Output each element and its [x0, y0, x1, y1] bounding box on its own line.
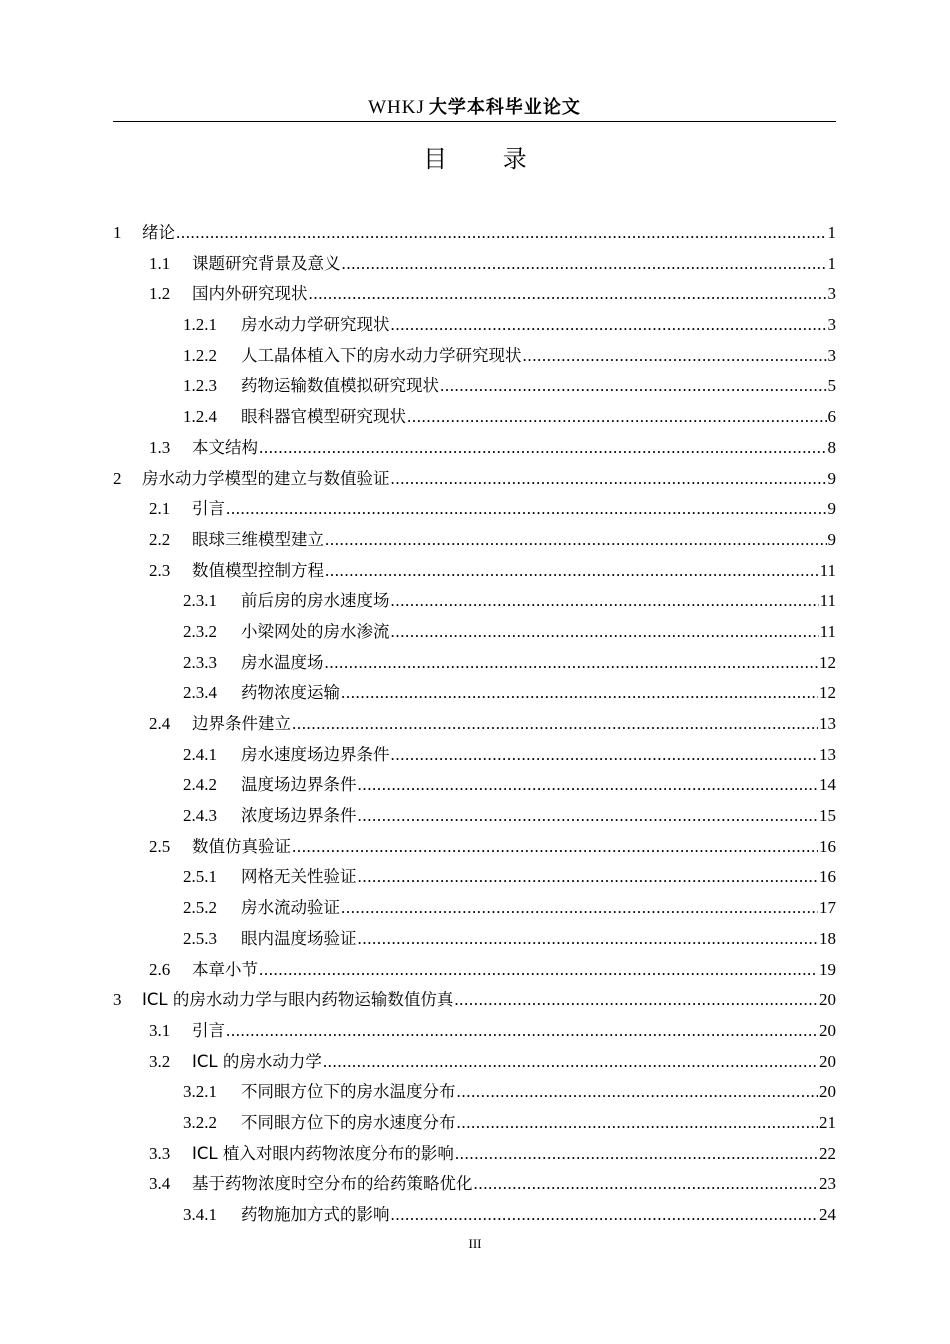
toc-dot-leader: [391, 740, 819, 771]
toc-entry-page: 24: [819, 1205, 836, 1224]
toc-dot-leader: [325, 648, 819, 679]
toc-entry-page: 22: [819, 1143, 836, 1163]
toc-entry[interactable]: [113, 678, 836, 709]
toc-entry[interactable]: [113, 1200, 836, 1231]
toc-entry-number: 1.2.2: [183, 345, 217, 365]
toc-entry-page: 16: [819, 836, 836, 856]
toc-entry[interactable]: [113, 1108, 836, 1139]
toc-entry-title: 本文结构: [192, 437, 258, 457]
toc-entry-number: 3.3: [149, 1143, 171, 1163]
toc-entry-number: 3.2.2: [183, 1112, 217, 1132]
toc-entry-number: 3.2: [149, 1051, 171, 1071]
toc-dot-leader: [358, 801, 819, 832]
toc-entry[interactable]: [113, 433, 836, 464]
toc-entry-page: 12: [819, 652, 836, 672]
toc-entry-title: 不同眼方位下的房水温度分布: [241, 1082, 456, 1102]
toc-entry-title: 眼内温度场验证: [241, 928, 357, 948]
toc-entry-number: 2.5.2: [183, 898, 217, 918]
toc-entry-number: 2.2: [149, 529, 171, 549]
toc-entry-number: 2.5: [149, 836, 171, 856]
toc-entry-page: 5: [827, 376, 836, 396]
toc-entry[interactable]: [113, 218, 836, 249]
toc-entry-number: 2.5.1: [183, 867, 217, 887]
toc-entry-number: 2.4.2: [183, 775, 217, 795]
toc-entry-number: 1.2.1: [183, 315, 217, 335]
toc-entry[interactable]: [113, 740, 836, 771]
toc-entry-number: 1.2.3: [183, 376, 217, 396]
toc-entry-title: 国内外研究现状: [192, 284, 308, 304]
toc-dot-leader: [309, 279, 827, 310]
toc-dot-leader: [341, 893, 818, 924]
toc-entry-title: 房水流动验证: [241, 898, 340, 918]
toc-dot-leader: [391, 464, 827, 495]
toc-entry[interactable]: [113, 801, 836, 832]
toc-entry[interactable]: [113, 617, 836, 648]
toc-entry-number: 2.4.1: [183, 744, 217, 764]
toc-entry-page: 9: [827, 499, 836, 519]
toc-dot-leader: [474, 1169, 819, 1200]
toc-dot-leader: [358, 924, 819, 955]
toc-dot-leader: [176, 218, 827, 249]
toc-entry[interactable]: [113, 310, 836, 341]
toc-entry-page: 20: [819, 1051, 836, 1071]
page-number: III: [468, 1236, 482, 1251]
toc-entry[interactable]: [113, 525, 836, 556]
toc-entry-title: 药物施加方式的影响: [241, 1205, 390, 1224]
toc-entry-number: 3.2.1: [183, 1082, 217, 1102]
toc-dot-leader: [391, 310, 827, 341]
toc-dot-leader: [226, 494, 827, 525]
toc-entry-number: 2.6: [149, 959, 171, 979]
toc-entry[interactable]: [113, 586, 836, 617]
toc-dot-leader: [457, 1077, 819, 1108]
toc-entry-number: 3.4: [149, 1174, 171, 1194]
toc-entry-page: 21: [819, 1112, 836, 1132]
toc-entry-page: 9: [827, 468, 836, 488]
toc-entry-number: 2.4.3: [183, 806, 217, 826]
table-of-contents: [113, 218, 836, 1231]
toc-entry-page: 13: [819, 744, 836, 764]
toc-dot-leader: [457, 1108, 819, 1139]
toc-dot-leader: [259, 955, 818, 986]
toc-entry-page: 9: [827, 529, 836, 549]
toc-entry-title: 数值仿真验证: [192, 836, 291, 856]
toc-entry-page: 11: [819, 621, 836, 641]
toc-dot-leader: [454, 985, 818, 1016]
toc-entry-title: 课题研究背景及意义: [192, 253, 341, 273]
toc-entry-number: 2.3: [149, 560, 171, 580]
toc-dot-leader: [342, 249, 827, 280]
toc-entry-number: 2.3.2: [183, 621, 217, 641]
toc-dot-leader: [226, 1016, 818, 1047]
toc-dot-leader: [325, 525, 827, 556]
toc-entry[interactable]: [113, 556, 836, 587]
toc-entry-title: 数值模型控制方程: [192, 560, 324, 580]
toc-entry-number: 2.3.1: [183, 591, 217, 611]
toc-entry-title: 房水动力学模型的建立与数值验证: [142, 468, 390, 488]
toc-entry-page: 19: [819, 959, 836, 979]
toc-entry[interactable]: [113, 279, 836, 310]
toc-entry-title: 浓度场边界条件: [241, 806, 357, 826]
toc-entry[interactable]: [113, 1139, 836, 1170]
toc-entry[interactable]: [113, 1016, 836, 1047]
toc-entry-page: 1: [827, 223, 836, 242]
toc-entry-title: ICL 的房水动力学: [192, 1051, 322, 1071]
toc-entry[interactable]: [113, 709, 836, 740]
toc-entry-title: 房水温度场: [241, 652, 324, 672]
toc-dot-leader: [358, 770, 819, 801]
toc-dot-leader: [292, 832, 818, 863]
toc-entry-title: 小梁网处的房水渗流: [241, 621, 390, 641]
toc-entry-title: 绪论: [142, 223, 175, 242]
toc-entry-page: 20: [819, 1082, 836, 1102]
toc-entry-page: 3: [827, 284, 836, 304]
toc-entry-page: 23: [819, 1174, 836, 1194]
toc-entry-page: 20: [819, 1020, 836, 1040]
toc-entry[interactable]: [113, 770, 836, 801]
toc-entry[interactable]: [113, 924, 836, 955]
toc-entry-title: 房水速度场边界条件: [241, 744, 390, 764]
toc-heading: 目 录: [423, 145, 551, 173]
toc-entry[interactable]: [113, 862, 836, 893]
toc-dot-leader: [407, 402, 827, 433]
toc-entry-number: 2.1: [149, 499, 171, 519]
toc-entry-title: 本章小节: [192, 959, 258, 979]
toc-entry-title: 温度场边界条件: [241, 775, 357, 795]
toc-entry-title: 引言: [192, 499, 225, 519]
toc-entry[interactable]: [113, 464, 836, 495]
toc-entry-title: 边界条件建立: [192, 714, 291, 733]
header-school-abbrev: WHKJ: [368, 97, 425, 118]
toc-entry-number: 1: [113, 223, 122, 242]
toc-entry-title: ICL 植入对眼内药物浓度分布的影响: [192, 1143, 454, 1163]
toc-entry-title: 人工晶体植入下的房水动力学研究现状: [241, 345, 522, 365]
toc-entry-page: 8: [827, 437, 836, 457]
toc-dot-leader: [323, 1047, 818, 1078]
toc-dot-leader: [455, 1139, 818, 1170]
toc-entry-title: 眼科器官模型研究现状: [241, 407, 406, 427]
running-header: [113, 94, 836, 122]
toc-entry[interactable]: [113, 648, 836, 679]
toc-entry-number: 1.2.4: [183, 407, 217, 427]
toc-entry-page: 1: [827, 253, 836, 273]
toc-entry-page: 14: [819, 775, 836, 795]
toc-entry-title: 基于药物浓度时空分布的给药策略优化: [192, 1174, 473, 1194]
toc-entry-title: 眼球三维模型建立: [192, 529, 324, 549]
toc-entry-number: 2: [113, 468, 122, 488]
toc-entry-page: 13: [819, 714, 836, 733]
toc-entry[interactable]: [113, 1047, 836, 1078]
toc-dot-leader: [292, 709, 818, 740]
toc-entry-page: 16: [819, 867, 836, 887]
toc-dot-leader: [523, 341, 827, 372]
toc-entry-number: 2.3.4: [183, 683, 217, 703]
toc-entry-number: 1.3: [149, 437, 171, 457]
header-title: 大学本科毕业论文: [428, 97, 581, 118]
toc-entry[interactable]: [113, 893, 836, 924]
toc-entry-title: 前后房的房水速度场: [241, 591, 390, 611]
toc-entry-title: 不同眼方位下的房水速度分布: [241, 1112, 456, 1132]
toc-entry[interactable]: [113, 371, 836, 402]
toc-entry-number: 2.5.3: [183, 928, 217, 948]
toc-entry-title: 引言: [192, 1020, 225, 1040]
toc-entry[interactable]: [113, 832, 836, 863]
toc-entry[interactable]: [113, 494, 836, 525]
toc-entry-number: 3.1: [149, 1020, 171, 1040]
toc-entry-number: 1.2: [149, 284, 171, 304]
toc-entry-page: 11: [819, 560, 836, 580]
toc-entry[interactable]: [113, 1169, 836, 1200]
toc-entry-page: 20: [819, 990, 836, 1010]
toc-entry[interactable]: [113, 341, 836, 372]
toc-entry-title: 药物运输数值模拟研究现状: [241, 376, 439, 396]
toc-entry-page: 18: [819, 928, 836, 948]
toc-dot-leader: [391, 586, 819, 617]
toc-entry-number: 2.3.3: [183, 652, 217, 672]
toc-entry-page: 6: [827, 407, 836, 427]
toc-dot-leader: [341, 678, 818, 709]
toc-dot-leader: [358, 862, 819, 893]
toc-entry-title: 网格无关性验证: [241, 867, 357, 887]
toc-entry-number: 3: [113, 990, 122, 1010]
toc-entry-number: 3.4.1: [183, 1205, 217, 1224]
toc-entry[interactable]: [113, 402, 836, 433]
toc-entry[interactable]: [113, 985, 836, 1016]
toc-entry-page: 12: [819, 683, 836, 703]
toc-dot-leader: [325, 556, 819, 587]
toc-dot-leader: [391, 1200, 819, 1231]
toc-entry-title: 药物浓度运输: [241, 683, 340, 703]
toc-entry-page: 3: [827, 345, 836, 365]
toc-entry-page: 15: [819, 806, 836, 826]
toc-entry[interactable]: [113, 1077, 836, 1108]
toc-dot-leader: [391, 617, 819, 648]
toc-entry-title: 房水动力学研究现状: [241, 315, 390, 335]
toc-entry-page: 3: [827, 315, 836, 335]
toc-entry[interactable]: [113, 955, 836, 986]
toc-dot-leader: [440, 371, 827, 402]
toc-entry[interactable]: [113, 249, 836, 280]
toc-dot-leader: [259, 433, 827, 464]
toc-entry-number: 1.1: [149, 253, 171, 273]
toc-entry-page: 11: [819, 591, 836, 611]
toc-entry-title: ICL 的房水动力学与眼内药物运输数值仿真: [142, 990, 454, 1010]
toc-entry-page: 17: [819, 898, 836, 918]
toc-entry-number: 2.4: [149, 714, 171, 733]
